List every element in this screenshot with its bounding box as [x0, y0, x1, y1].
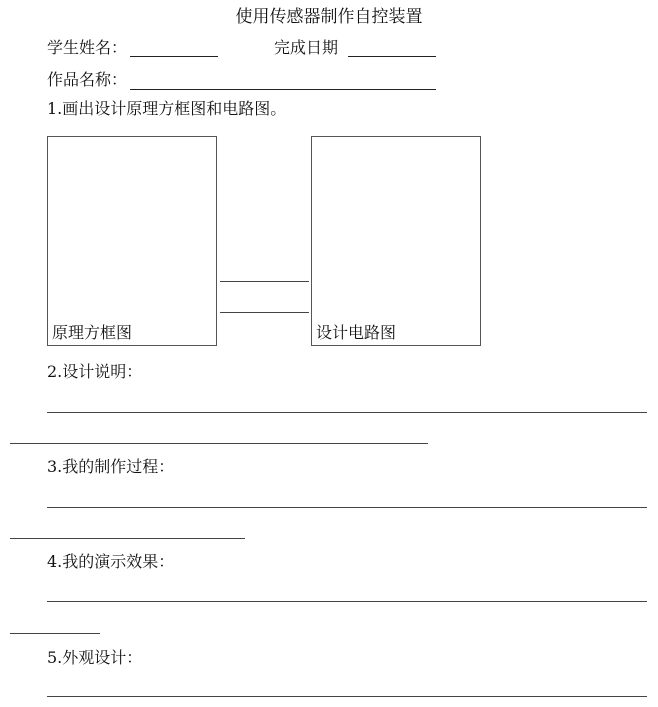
work-name-field[interactable]	[130, 89, 436, 90]
design-notes-line-2[interactable]	[10, 443, 428, 444]
student-name-label: 学生姓名：	[47, 38, 128, 57]
circuit-diagram-label: 设计电路图	[316, 323, 397, 342]
circuit-diagram-box	[311, 136, 481, 346]
production-process-line-1[interactable]	[47, 507, 647, 508]
diagram-connector-top	[220, 281, 309, 282]
demo-effect-line-1[interactable]	[47, 601, 647, 602]
section-4-heading: 4.我的演示效果：	[47, 552, 175, 571]
section-1-heading: 1.画出设计原理方框图和电路图。	[47, 99, 287, 118]
completion-date-label: 完成日期	[274, 38, 339, 57]
section-5-heading: 5.外观设计：	[47, 648, 143, 667]
principle-block-diagram-label: 原理方框图	[52, 323, 133, 342]
work-name-label: 作品名称：	[47, 70, 128, 89]
demo-effect-line-2[interactable]	[10, 633, 100, 634]
design-notes-line-1[interactable]	[47, 412, 647, 413]
principle-block-diagram-box	[47, 136, 217, 346]
completion-date-field[interactable]	[348, 56, 436, 57]
student-name-field[interactable]	[130, 56, 218, 57]
section-3-heading: 3.我的制作过程：	[47, 457, 175, 476]
diagram-connector-bottom	[220, 312, 309, 313]
production-process-line-2[interactable]	[10, 538, 245, 539]
appearance-design-line-1[interactable]	[47, 696, 647, 697]
page-title: 使用传感器制作自控装置	[235, 7, 423, 27]
section-2-heading: 2.设计说明：	[47, 362, 143, 381]
